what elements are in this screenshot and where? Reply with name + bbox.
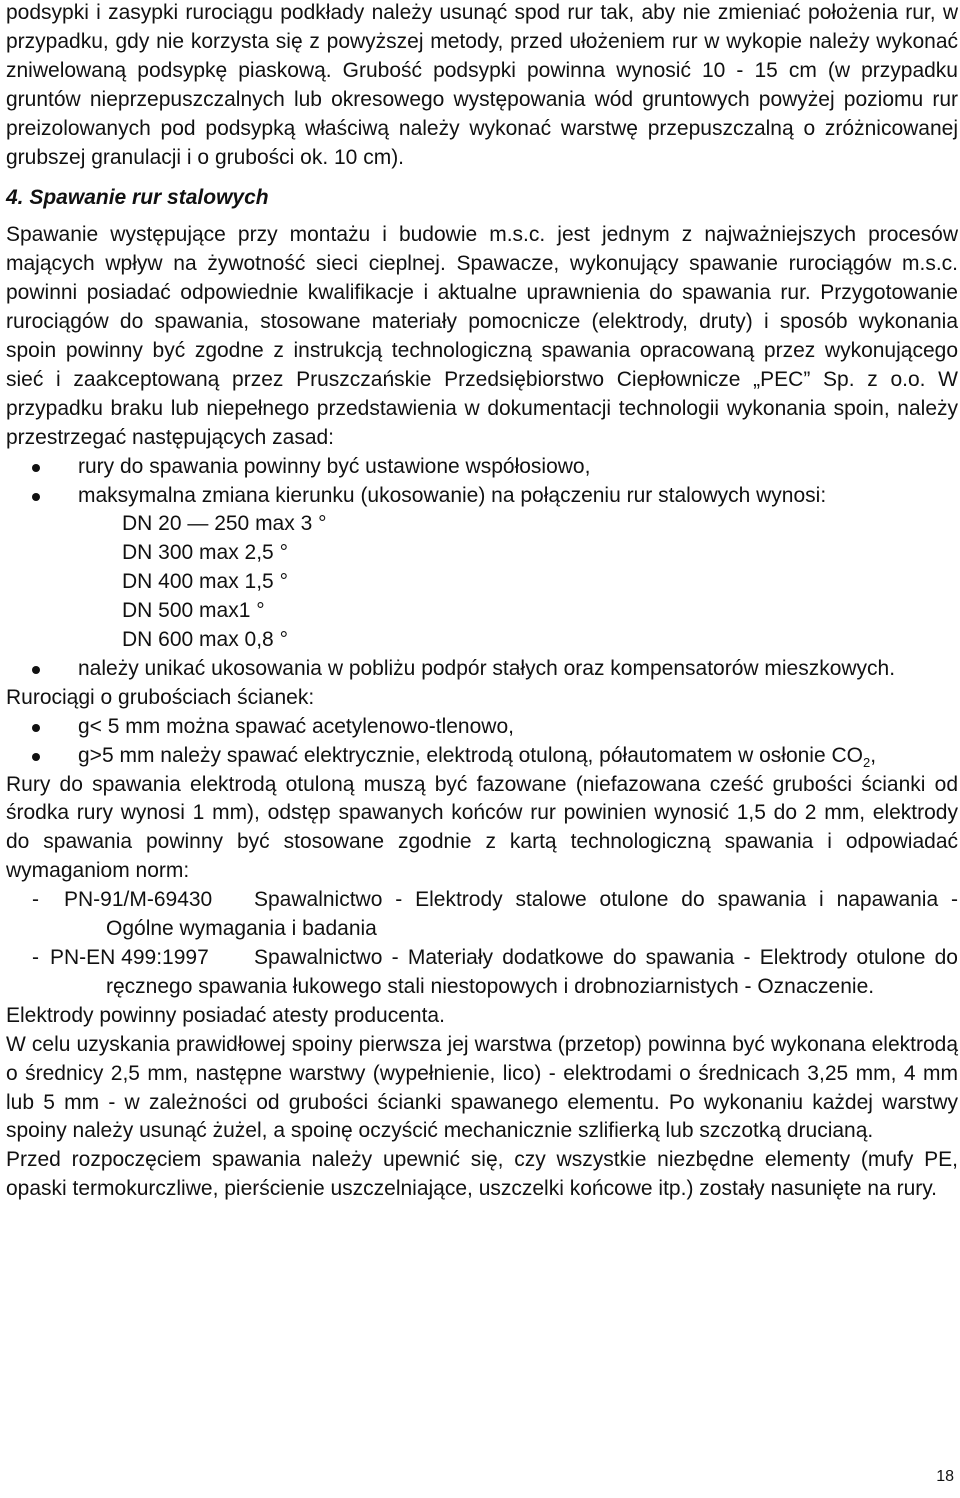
- list-item-text: maksymalna zmiana kierunku (ukosowanie) na połączeniu rur stalowych wynosi:: [78, 483, 827, 507]
- list-item-end: ,: [870, 743, 877, 767]
- subscript: 2: [862, 754, 871, 770]
- list-item-text: należy unikać ukosowania w pobliżu podpór stałych oraz kompensatorów mieszkowych.: [78, 656, 896, 680]
- paragraph-backfill: podsypki i zasypki rurociągu podkłady należy usunąć spod rur tak, aby nie zmieniać położenia rur, w przypadku, gdy nie korzysta się z powyższej metody, przed ułożeniem rur w wykopie należy wykonać zniwelowaną podsypkę piaskową. Grubość podsypki powinna wynosić 10 - 15 cm (w przypadku gruntów nieprzepuszczalnych lub okresowego występowania wód gruntowych powyżej poziomu rur preizolowanych pod podsypką właściwą należy wykonać warstwę przepuszczalną o zróżnicowanej grubszej granulacji i o grubości ok. 10 cm).: [6, 1, 958, 169]
- angle-specs: [6, 510, 958, 655]
- section-heading: 4. Spawanie rur stalowych: [6, 186, 269, 210]
- wall-thickness-list: [6, 713, 958, 771]
- list-item: [6, 655, 958, 684]
- list-item: [6, 742, 958, 771]
- list-item: [6, 482, 958, 511]
- paragraph-wall-thickness: Rurociągi o grubościach ścianek:: [6, 685, 315, 709]
- list-item: [6, 713, 958, 742]
- paragraph-layers: W celu uzyskania prawidłowej spoiny pierwsza jej warstwa (przetop) powinna być wykonana elektrodą o średnicy 2,5 mm, następne warstwy (wypełnienie, lico) - elektrodami o średnicach 3,25 mm, 4 mm lub 5 mm - w zależności od grubości ścianki spawanego elementu. Po wykonaniu każdej warstwy spoiny należy usunąć żużel, a spoinę oczyścić mechanicznie szlifierką lub szczotką drucianą.: [6, 1032, 958, 1143]
- norm-item: [6, 944, 958, 1002]
- spec-line: DN 600 max 0,8 °: [122, 628, 288, 652]
- list-item-text: rury do spawania powinny być ustawione współosiowo,: [78, 454, 591, 478]
- spec-line: DN 500 max1 °: [122, 599, 265, 623]
- spec-line: DN 20 — 250 max 3 °: [122, 512, 327, 536]
- dash-marker: -: [32, 946, 39, 969]
- paragraph-electrodes: Elektrody powinny posiadać atesty producenta.: [6, 1003, 445, 1027]
- paragraph-before-welding: Przed rozpoczęciem spawania należy upewnić się, czy wszystkie niezbędne elementy (mufy PE, opaski termokurczliwe, pierścienie uszczelniające, uszczelki końcowe itp.) zostały nasunięte na rury.: [6, 1148, 958, 1201]
- dash-marker: -: [32, 888, 39, 912]
- norm-item: [6, 886, 958, 944]
- bullet-icon: [32, 464, 40, 472]
- bullet-icon: [32, 493, 40, 501]
- spec-line: DN 400 max 1,5 °: [122, 570, 288, 594]
- page-number: 18: [936, 1468, 954, 1485]
- welding-rules-list: [6, 453, 958, 511]
- norm-description: Spawalnictwo - Elektrody stalowe otulone do spawania i napawania - Ogólne wymagania i badania: [106, 888, 958, 941]
- paragraph-welding-intro: Spawanie występujące przy montażu i budowie m.s.c. jest jednym z najważniejszych procesów mających wpływ na żywotność sieci cieplnej. Spawacze, wykonujący spawanie rurociągów m.s.c. powinni posiadać odpowiednie kwalifikacje i aktualne uprawnienia do spawania rur. Przygotowanie rurociągów do spawania, stosowane materiały pomocnicze (elektrody, druty) i sposób wykonania spoin powinny być zgodne z instrukcją technologiczną spawania opracowaną przez wykonującego sieć i zaakceptowaną przez Pruszczańskie Przedsiębiorstwo Ciepłownicze „PEC” Sp. z o.o. W przypadku braku lub niepełnego przedstawienia w dokumentacji technologii wykonania spoin, należy przestrzegać następujących zasad:: [6, 223, 958, 449]
- norm-code: PN-91/M-69430: [64, 888, 213, 912]
- norms-list: [6, 886, 958, 1002]
- norm-description: Spawalnictwo - Materiały dodatkowe do spawania - Elektrody otulone do ręcznego spawania łukowego stali niestopowych i drobnoziarnistych - Oznaczenie.: [106, 946, 958, 998]
- bullet-icon: [32, 753, 40, 761]
- list-item: [6, 453, 958, 482]
- welding-rules-list-cont: [6, 655, 958, 684]
- bullet-icon: [32, 666, 40, 674]
- list-item-text: g< 5 mm można spawać acetylenowo-tlenowo,: [78, 714, 514, 738]
- spec-line: DN 300 max 2,5 °: [122, 541, 288, 565]
- paragraph-bevel: Rury do spawania elektrodą otuloną muszą być fazowane (niefazowana cześć grubości ścianki od środka rury wynosi 1 mm), odstęp spawanych końców rur powinien wynosić 1,5 do 2 mm, elektrody do spawania powinny być stosowane zgodnie z kartą technologiczną spawania i odpowiadać wymaganiom norm:: [6, 772, 958, 883]
- norm-code: PN-EN 499:1997: [50, 946, 209, 969]
- list-item-text: g>5 mm należy spawać elektrycznie, elektrodą otuloną, półautomatem w osłonie CO: [78, 743, 863, 767]
- document-body: [6, 0, 958, 1204]
- bullet-icon: [32, 724, 40, 732]
